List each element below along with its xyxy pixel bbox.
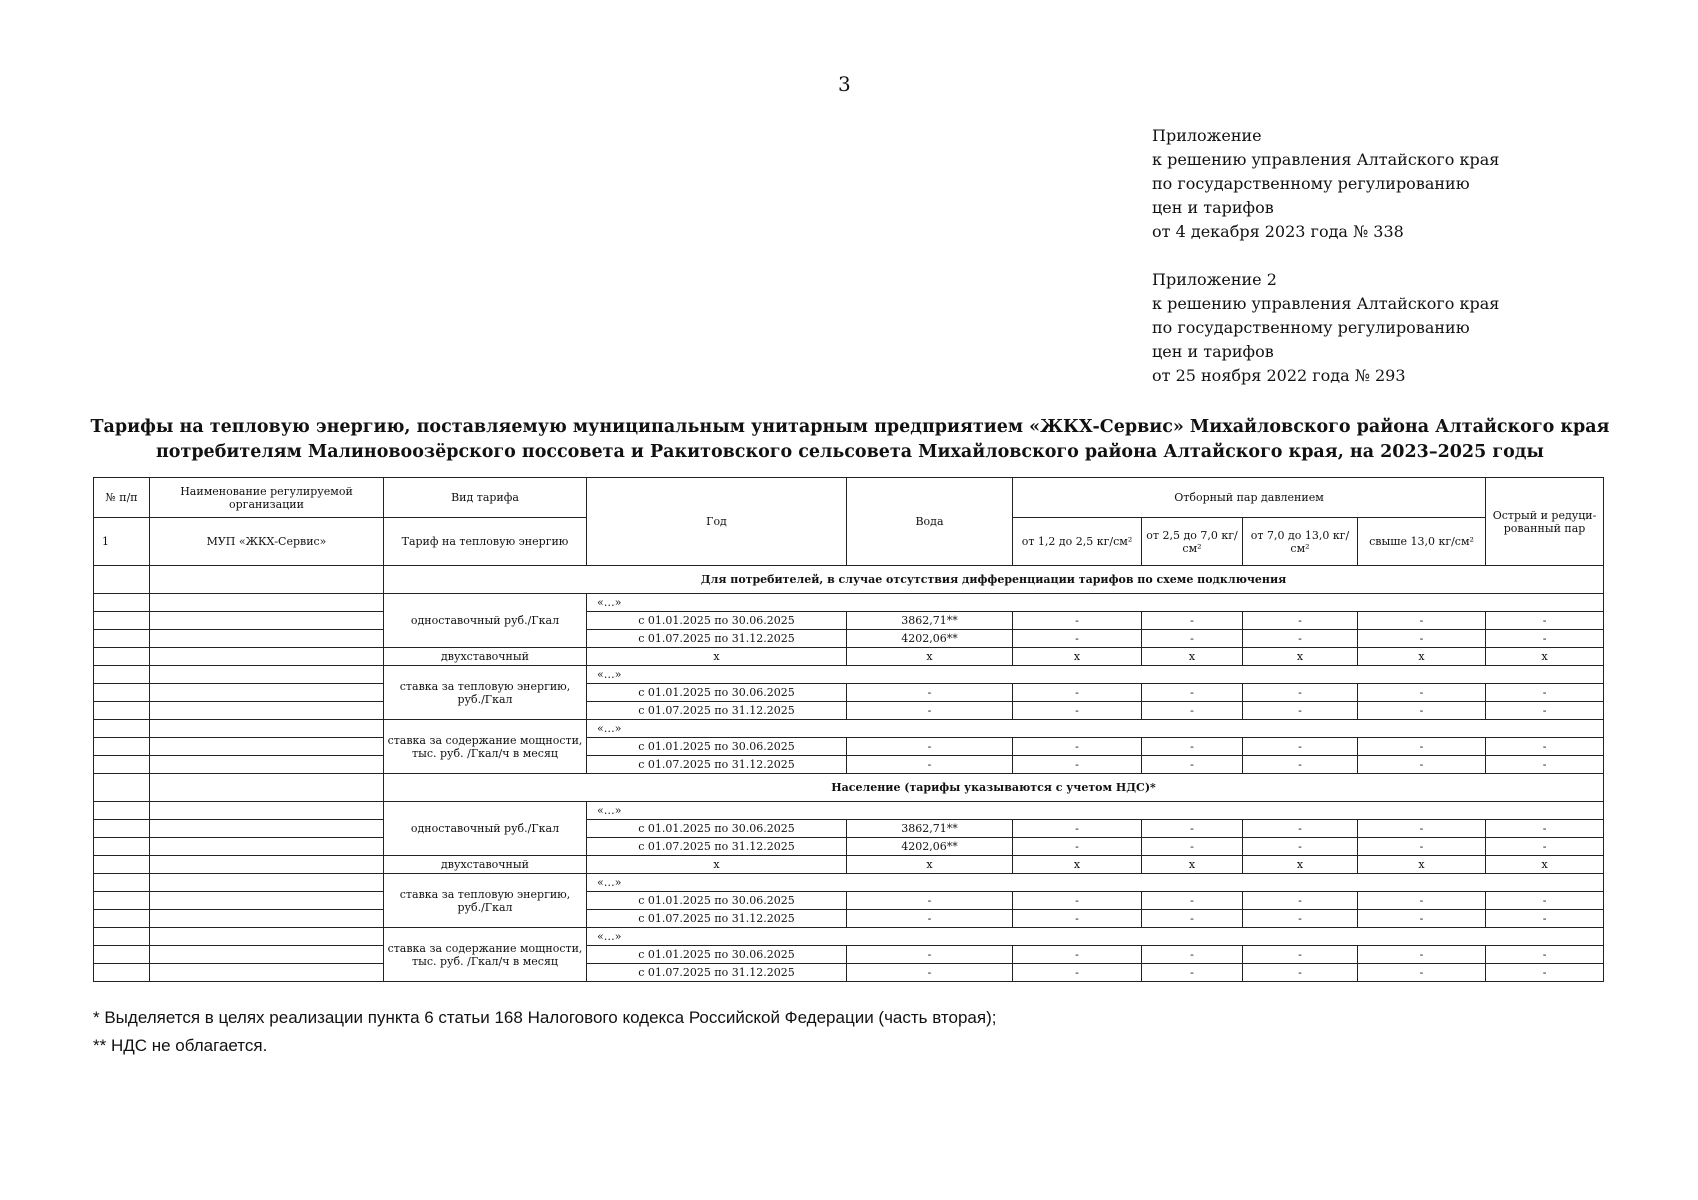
- appendix-1-line: цен и тарифов: [1152, 198, 1274, 217]
- quote-cell: «…»: [587, 720, 1604, 738]
- two-rate-label: двухставочный: [384, 648, 587, 666]
- header-water: Вода: [847, 478, 1013, 566]
- water-value: 4202,06**: [847, 630, 1013, 648]
- table-row: [94, 928, 1604, 946]
- table-row: [94, 594, 1604, 612]
- quote-cell: «…»: [587, 928, 1604, 946]
- capacity-rate-label: ставка за содержание мощности, тыс. руб. /Гкал/ч в месяц: [384, 928, 587, 982]
- header-num: № п/п: [94, 478, 150, 518]
- section-row: [94, 774, 1604, 802]
- section-1-label: Для потребителей, в случае отсутствия дифференциации тарифов по схеме подключения: [384, 566, 1604, 594]
- period-cell: с 01.07.2025 по 31.12.2025: [587, 756, 847, 774]
- appendix-1-line: по государственному регулированию: [1152, 174, 1470, 193]
- period-cell: с 01.07.2025 по 31.12.2025: [587, 630, 847, 648]
- header-org: Наименование регулируемой организации: [150, 478, 384, 518]
- appendix-1-line: Приложение: [1152, 126, 1262, 145]
- header-year: Год: [587, 478, 847, 566]
- table-row: с 01.07.2025 по 31.12.2025 - - - - - -: [94, 702, 1604, 720]
- tariff-table: [93, 477, 1604, 982]
- table-row: с 01.07.2025 по 31.12.2025 - - - - - -: [94, 756, 1604, 774]
- one-rate-label: одноставочный руб./Гкал: [384, 594, 587, 648]
- water-value: 3862,71**: [847, 820, 1013, 838]
- table-row: с 01.01.2025 по 30.06.2025 3862,71** - - - - -: [94, 820, 1604, 838]
- table-row: с 01.01.2025 по 30.06.2025 - - - - - -: [94, 684, 1604, 702]
- period-cell: с 01.07.2025 по 31.12.2025: [587, 702, 847, 720]
- org-type: Тариф на тепловую энергию: [384, 518, 587, 566]
- table-row: [94, 666, 1604, 684]
- quote-cell: «…»: [587, 874, 1604, 892]
- capacity-rate-label: ставка за содержание мощности, тыс. руб. /Гкал/ч в месяц: [384, 720, 587, 774]
- table-row: двухставочный x x x x x x x: [94, 856, 1604, 874]
- org-num: 1: [94, 518, 150, 566]
- title-line-1: Тарифы на тепловую энергию, поставляемую муниципальным унитарным предприятием «ЖКХ-Сервис» Михайловского района Алтайского края: [90, 417, 1610, 437]
- header-type: Вид тарифа: [384, 478, 587, 518]
- header-p4: свыше 13,0 кг/см²: [1358, 518, 1486, 566]
- appendix-2-block: [1152, 268, 1499, 388]
- table-row: [94, 720, 1604, 738]
- appendix-2-line: по государственному регулированию: [1152, 318, 1470, 337]
- table-row: с 01.07.2025 по 31.12.2025 4202,06** - - - - -: [94, 838, 1604, 856]
- header-sharp: Острый и редуци-рованный пар: [1486, 478, 1604, 566]
- appendix-1-line: к решению управления Алтайского края: [1152, 150, 1500, 169]
- header-row-1: [94, 478, 1604, 518]
- header-p2: от 2,5 до 7,0 кг/см²: [1142, 518, 1243, 566]
- footnotes: [93, 1004, 996, 1060]
- title-line-2: потребителям Малиновоозёрского поссовета и Ракитовского сельсовета Михайловского района Алтайского края, на 2023–2025 годы: [156, 442, 1544, 462]
- table-row: с 01.01.2025 по 30.06.2025 - - - - - -: [94, 738, 1604, 756]
- table-row: [94, 802, 1604, 820]
- table-row: с 01.07.2025 по 31.12.2025 - - - - - -: [94, 910, 1604, 928]
- period-cell: с 01.07.2025 по 31.12.2025: [587, 964, 847, 982]
- appendix-2-line: цен и тарифов: [1152, 342, 1274, 361]
- quote-cell: «…»: [587, 594, 1604, 612]
- table-row: с 01.07.2025 по 31.12.2025 4202,06** - - - - -: [94, 630, 1604, 648]
- appendix-2-line: к решению управления Алтайского края: [1152, 294, 1500, 313]
- period-cell: с 01.01.2025 по 30.06.2025: [587, 946, 847, 964]
- period-cell: с 01.07.2025 по 31.12.2025: [587, 910, 847, 928]
- header-p1: от 1,2 до 2,5 кг/см²: [1013, 518, 1142, 566]
- appendix-1-block: [1152, 124, 1499, 244]
- appendix-2-line: от 25 ноября 2022 года № 293: [1152, 366, 1406, 385]
- water-value: 4202,06**: [847, 838, 1013, 856]
- period-cell: с 01.01.2025 по 30.06.2025: [587, 820, 847, 838]
- section-2-label: Население (тарифы указываются с учетом НДС)*: [384, 774, 1604, 802]
- header-p3: от 7,0 до 13,0 кг/см²: [1243, 518, 1358, 566]
- quote-cell: «…»: [587, 802, 1604, 820]
- footnote-1: * Выделяется в целях реализации пункта 6 статьи 168 Налогового кодекса Российской Федерации (часть вторая);: [93, 1008, 997, 1027]
- header-steam: Отборный пар давлением: [1013, 478, 1486, 518]
- table-row: [94, 874, 1604, 892]
- period-cell: с 01.01.2025 по 30.06.2025: [587, 892, 847, 910]
- table-row: с 01.01.2025 по 30.06.2025 3862,71** - - - - -: [94, 612, 1604, 630]
- two-rate-label: двухставочный: [384, 856, 587, 874]
- footnote-2: ** НДС не облагается.: [93, 1036, 268, 1055]
- appendix-1-line: от 4 декабря 2023 года № 338: [1152, 222, 1404, 241]
- period-cell: с 01.07.2025 по 31.12.2025: [587, 838, 847, 856]
- table-row: с 01.07.2025 по 31.12.2025 - - - - - -: [94, 964, 1604, 982]
- period-cell: с 01.01.2025 по 30.06.2025: [587, 738, 847, 756]
- appendix-2-line: Приложение 2: [1152, 270, 1277, 289]
- table-row: с 01.01.2025 по 30.06.2025 - - - - - -: [94, 946, 1604, 964]
- quote-cell: «…»: [587, 666, 1604, 684]
- energy-rate-label: ставка за тепловую энергию, руб./Гкал: [384, 874, 587, 928]
- org-name: МУП «ЖКХ-Сервис»: [150, 518, 384, 566]
- water-value: 3862,71**: [847, 612, 1013, 630]
- one-rate-label: одноставочный руб./Гкал: [384, 802, 587, 856]
- period-cell: с 01.01.2025 по 30.06.2025: [587, 684, 847, 702]
- period-cell: с 01.01.2025 по 30.06.2025: [587, 612, 847, 630]
- document-title: [60, 415, 1640, 465]
- table-row: двухставочный x x x x x x x: [94, 648, 1604, 666]
- section-row: [94, 566, 1604, 594]
- page-number: 3: [838, 72, 851, 96]
- table-row: с 01.01.2025 по 30.06.2025 - - - - - -: [94, 892, 1604, 910]
- energy-rate-label: ставка за тепловую энергию, руб./Гкал: [384, 666, 587, 720]
